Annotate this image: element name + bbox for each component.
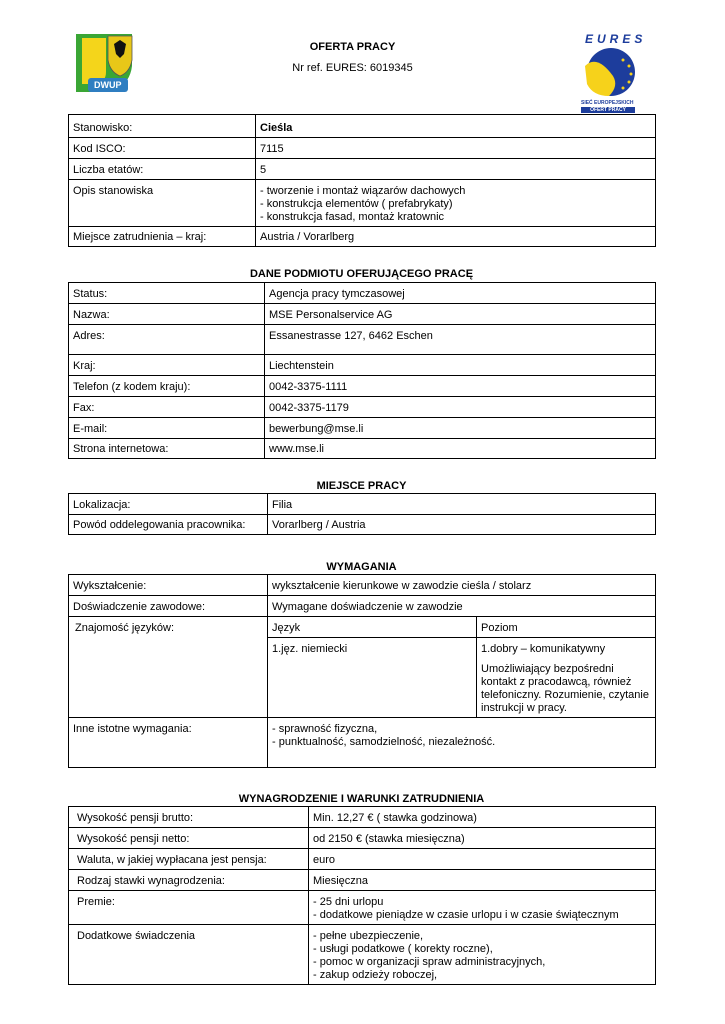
lang-level: 1.dobry – komunikatywny (481, 643, 606, 655)
cell-label: Strona internetowa: (69, 439, 265, 459)
cell-label: Doświadczenie zawodowe: (69, 596, 268, 617)
table-row (69, 159, 656, 180)
page-title: OFERTA PRACY (309, 41, 396, 53)
table-row (69, 494, 656, 515)
table-row (69, 515, 656, 535)
cell-label: Wysokość pensji netto: (69, 828, 309, 849)
eures-logo-sub1: SIEĆ EUROPEJSKICH (581, 100, 634, 106)
table-row (69, 180, 656, 227)
table-row (69, 807, 656, 828)
table-row (69, 617, 656, 638)
table-row (69, 575, 656, 596)
table-row (69, 828, 656, 849)
cell-value: MSE Personalservice AG (265, 304, 656, 325)
cell-label: Nazwa: (69, 304, 265, 325)
cell-label: Dodatkowe świadczenia (69, 925, 309, 985)
requirements-table (68, 574, 656, 768)
cell-value: Agencja pracy tymczasowej (265, 283, 656, 304)
cell-value: Liechtenstein (265, 355, 656, 376)
cell-value: - 25 dni urlopu - dodatkowe pieniądze w czasie urlopu i w czasie świątecznym (309, 891, 656, 925)
cell-value: Min. 12,27 € ( stawka godzinowa) (309, 807, 656, 828)
job-title: Cieśla (256, 115, 656, 138)
email-value: bewerbung@mse.li (265, 418, 656, 439)
cell-value: Miesięczna (309, 870, 656, 891)
cell-value: Wymagane doświadczenie w zawodzie (268, 596, 656, 617)
level-col-header: Poziom (477, 617, 656, 638)
cell-label: Lokalizacja: (69, 494, 268, 515)
table-row (69, 925, 656, 985)
cell-label: E-mail: (69, 418, 265, 439)
employer-heading: DANE PODMIOTU OFERUJĄCEGO PRACĘ (249, 268, 474, 280)
cell-label: Premie: (69, 891, 309, 925)
cell-label: Rodzaj stawki wynagrodzenia: (69, 870, 309, 891)
cell-label: Powód oddelegowania pracownika: (69, 515, 268, 535)
cell-label: Waluta, w jakiej wypłacana jest pensja: (69, 849, 309, 870)
table-row (69, 138, 656, 159)
cell-label: Miejsce zatrudnienia – kraj: (69, 227, 256, 247)
cell-value: od 2150 € (stawka miesięczna) (309, 828, 656, 849)
table-row (69, 870, 656, 891)
cell-label: Inne istotne wymagania: (69, 718, 268, 768)
cell-label: Wysokość pensji brutto: (69, 807, 309, 828)
cell-label: Liczba etatów: (69, 159, 256, 180)
cell-value: 0042-3375-1111 (265, 376, 656, 397)
lang-name: 1.jęz. niemiecki (268, 638, 477, 718)
cell-value: Vorarlberg / Austria (268, 515, 656, 535)
table-row (69, 418, 656, 439)
employer-table (68, 282, 656, 459)
cell-label: Status: (69, 283, 265, 304)
cell-value: - pełne ubezpieczenie, - usługi podatkowe ( korekty roczne), - pomoc w organizacji spraw administracyjnych, - zakup odzieży roboczej, (309, 925, 656, 985)
table-row (69, 115, 656, 138)
cell-value: euro (309, 849, 656, 870)
website-value: www.mse.li (265, 439, 656, 459)
cell-label: Znajomość języków: (69, 617, 268, 718)
table-row (69, 325, 656, 355)
table-row (69, 439, 656, 459)
cell-value: Austria / Vorarlberg (256, 227, 656, 247)
table-row (69, 397, 656, 418)
salary-heading: WYNAGRODZENIE I WARUNKI ZATRUDNIENIA (238, 793, 485, 805)
dwup-logo (72, 32, 140, 98)
requirements-heading: WYMAGANIA (326, 561, 397, 573)
eures-logo (575, 32, 645, 116)
table-row (69, 355, 656, 376)
table-row (69, 849, 656, 870)
eures-ref: Nr ref. EURES: 6019345 (292, 62, 413, 74)
cell-label: Kod ISCO: (69, 138, 256, 159)
table-row (69, 891, 656, 925)
position-table (68, 114, 656, 247)
dwup-logo-text: DWUP (94, 80, 122, 90)
cell-label: Kraj: (69, 355, 265, 376)
lang-note: Umożliwiający bezpośredni kontakt z pracodawcą, również telefoniczny. Rozumienie, czytanie instrukcji w pracy. (481, 663, 649, 714)
salary-table (68, 806, 656, 985)
cell-value: - tworzenie i montaż wiązarów dachowych - konstrukcja elementów ( prefabrykaty) - konstrukcja fasad, montaż kratownic (256, 180, 656, 227)
table-row (69, 304, 656, 325)
cell-label: Telefon (z kodem kraju): (69, 376, 265, 397)
cell-value: Essanestrasse 127, 6462 Eschen (265, 325, 656, 355)
eures-logo-sub2: OFERT PRACY (581, 107, 635, 113)
cell-value: 5 (256, 159, 656, 180)
eures-logo-graphic (579, 46, 639, 100)
table-row (69, 283, 656, 304)
cell-value: wykształcenie kierunkowe w zawodzie cieśla / stolarz (268, 575, 656, 596)
workplace-heading: MIEJSCE PRACY (316, 480, 407, 492)
cell-label: Fax: (69, 397, 265, 418)
cell-label: Stanowisko: (69, 115, 256, 138)
lang-col-header: Język (268, 617, 477, 638)
cell-label: Adres: (69, 325, 265, 355)
lang-level-cell (477, 638, 656, 718)
cell-label: Opis stanowiska (69, 180, 256, 227)
table-row (69, 596, 656, 617)
cell-value: - sprawność fizyczna, - punktualność, samodzielność, niezależność. (268, 718, 656, 768)
table-row (69, 227, 656, 247)
table-row (69, 376, 656, 397)
workplace-table (68, 493, 656, 535)
cell-value: 0042-3375-1179 (265, 397, 656, 418)
cell-value: 7115 (256, 138, 656, 159)
cell-value: Filia (268, 494, 656, 515)
eures-logo-text: EURES (585, 32, 647, 46)
cell-label: Wykształcenie: (69, 575, 268, 596)
table-row (69, 718, 656, 768)
